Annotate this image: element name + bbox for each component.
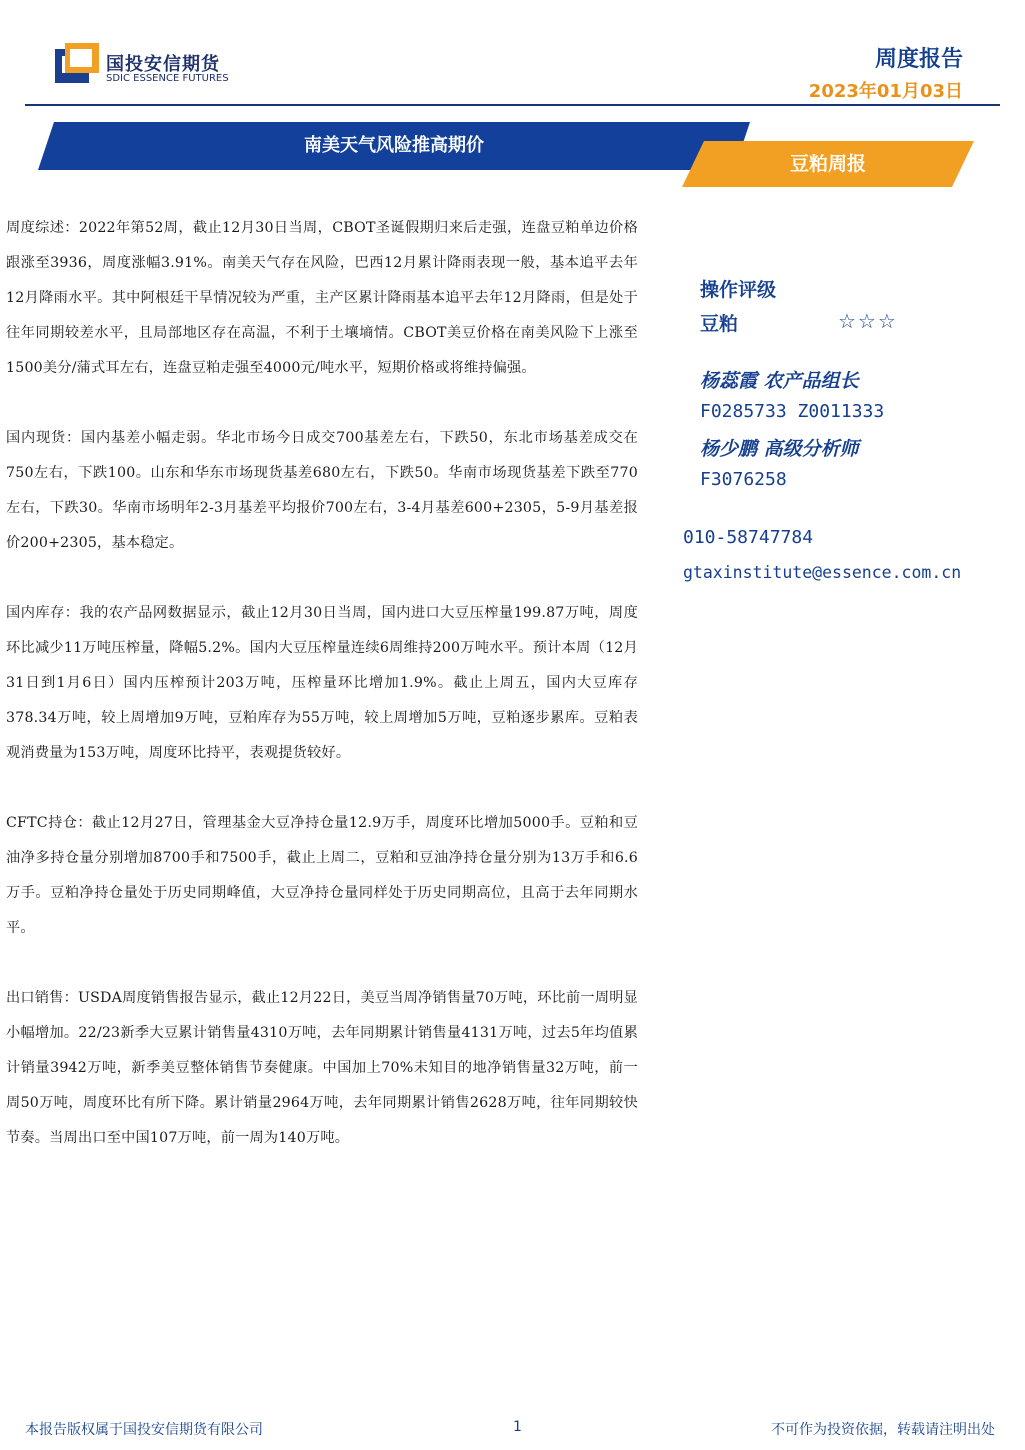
paragraph-cftc-positions: CFTC持仓：截止12月27日，管理基金大豆净持仓量12.9万手，周度环比增加5000手。豆粕和豆油净多持仓量分别增加8700手和7500手，截止上周二，豆粕和豆油净持仓量分别为13万手和6.6万手。豆粕净持仓量处于历史同期峰值，大豆净持仓量同样处于历史同期高位，且高于去年同期水平。	[6, 815, 638, 936]
report-category: 豆粕周报	[789, 153, 866, 175]
analyst-1-license: F0285733 Z0011333	[700, 401, 885, 422]
header-divider	[25, 104, 1000, 106]
footer-copyright: 本报告版权属于国投安信期货有限公司	[25, 1422, 263, 1438]
company-name-en: SDIC ESSENCE FUTURES	[106, 73, 229, 84]
report-title: 南美天气风险推高期价	[304, 135, 484, 156]
paragraph-weekly-summary: 周度综述：2022年第52周，截止12月30日当周，CBOT圣诞假期归来后走强，连盘豆粕单边价格跟涨至3936，周度涨幅3.91%。南美天气存在风险，巴西12月累计降雨表现一般，基本追平去年12月降雨水平。其中阿根廷干旱情况较为严重，主产区累计降雨基本追平去年12月降雨，但是处于往年同期较差水平，且局部地区存在高温，不利于土壤墒情。CBOT美豆价格在南美风险下上涨至1500美分/蒲式耳左右，连盘豆粕走强至4000元/吨水平，短期价格或将维持偏强。	[6, 220, 638, 376]
report-date: 2023年01月03日	[808, 81, 963, 102]
paragraph-export-sales: 出口销售：USDA周度销售报告显示，截止12月22日，美豆当周净销售量70万吨，环比前一周明显小幅增加。22/23新季大豆累计销售量4310万吨，去年同期累计销售量4131万吨，过去5年均值累计销量3942万吨，新季美豆整体销售节奏健康。中国加上70%未知目的地净销售量32万吨，前一周50万吨，周度环比有所下降。累计销量2964万吨，去年同期累计销售2628万吨，往年同期较快节奏。当周出口至中国107万吨，前一周为140万吨。	[6, 990, 638, 1146]
analyst-1: 杨蕊霞 农产品组长	[700, 370, 859, 392]
contact-email[interactable]: gtaxinstitute@essence.com.cn	[683, 563, 962, 582]
page-number: 1	[513, 1419, 522, 1435]
footer-disclaimer: 不可作为投资依据，转载请注明出处	[771, 1422, 995, 1438]
paragraph-domestic-inventory: 国内库存：我的农产品网数据显示，截止12月30日当周，国内进口大豆压榨量199.87万吨，周度环比减少11万吨压榨量，降幅5.2%。国内大豆压榨量连续6周维持200万吨水平。预计本周（12月31日到1月6日）国内压榨预计203万吨，压榨量环比增加1.9%。截止上周五，国内大豆库存378.34万吨，较上周增加9万吨，豆粕库存为55万吨，较上周增加5万吨，豆粕逐步累库。豆粕表观消费量为153万吨，周度环比持平，表观提货较好。	[6, 605, 638, 761]
paragraph-domestic-spot: 国内现货：国内基差小幅走弱。华北市场今日成交700基差左右，下跌50，东北市场基差成交在750左右，下跌100。山东和华东市场现货基差680左右，下跌50。华南市场现货基差下跌至770左右，下跌30。华南市场明年2-3月基差平均报价700左右，3-4月基差600+2305，5-9月基差报价200+2305，基本稳定。	[6, 430, 638, 551]
report-type: 周度报告	[874, 47, 963, 72]
analyst-2: 杨少鹏 高级分析师	[700, 438, 859, 460]
company-logo-icon	[55, 43, 99, 87]
rating-heading: 操作评级	[700, 279, 777, 301]
report-body	[6, 211, 638, 1191]
contact-phone: 010-58747784	[683, 527, 814, 548]
rating-stars-icon: ☆☆☆	[838, 309, 898, 333]
company-name-cn: 国投安信期货	[106, 54, 220, 75]
rating-item: 豆粕	[700, 313, 739, 335]
analyst-2-license: F3076258	[700, 469, 787, 490]
